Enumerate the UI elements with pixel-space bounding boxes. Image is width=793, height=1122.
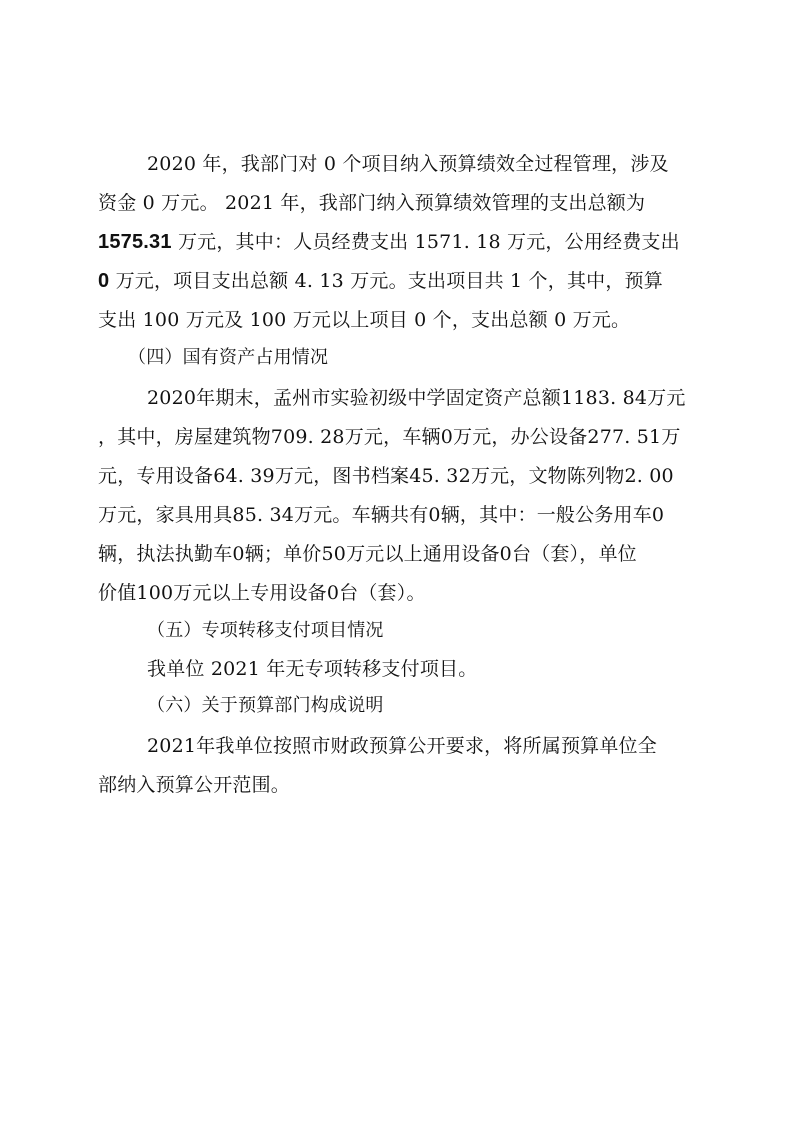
paragraph-text: 万元，其中：人员经费支出 1571. 18 万元，公用经费支出 <box>171 231 680 253</box>
paragraph-line: ，其中，房屋建筑物709. 28万元，车辆0万元，办公设备277. 51万 <box>98 426 681 448</box>
paragraph-line <box>98 225 680 259</box>
paragraph-line: 部纳入预算公开范围。 <box>98 774 291 796</box>
paragraph-line: 2020 年，我部门对 0 个项目纳入预算绩效全过程管理，涉及 <box>147 153 669 175</box>
section-heading-transfer-payments: （五）专项转移支付项目情况 <box>147 620 384 641</box>
paragraph-line: 万元，家具用具85. 34万元。车辆共有0辆，其中：一般公务用车0 <box>98 504 665 526</box>
paragraph-transfer-payments: 我单位 2021 年无专项转移支付项目。 <box>147 658 478 680</box>
bold-amount: 0 <box>98 270 110 292</box>
paragraph-text: 万元，项目支出总额 4. 13 万元。支出项目共 1 个，其中，预算 <box>109 270 663 292</box>
paragraph-line: 价值100万元以上专用设备0台（套）。 <box>98 582 426 604</box>
paragraph-line <box>98 264 663 298</box>
paragraph-line: 资金 0 万元。 2021 年，我部门纳入预算绩效管理的支出总额为 <box>98 192 646 214</box>
paragraph-line: 元，专用设备64. 39万元，图书档案45. 32万元，文物陈列物2. 00 <box>98 465 674 487</box>
paragraph-line: 支出 100 万元及 100 万元以上项目 0 个，支出总额 0 万元。 <box>98 309 631 331</box>
section-heading-department-composition: （六）关于预算部门构成说明 <box>147 695 384 716</box>
paragraph-line: 辆，执法执勤车0辆；单价50万元以上通用设备0台（套），单位 <box>98 543 637 565</box>
paragraph-line: 2021年我单位按照市财政预算公开要求，将所属预算单位全 <box>147 735 657 757</box>
section-heading-state-assets: （四）国有资产占用情况 <box>128 347 329 368</box>
paragraph-line: 2020年期末，孟州市实验初级中学固定资产总额1183. 84万元 <box>147 387 686 409</box>
bold-amount: 1575.31 <box>98 231 172 253</box>
